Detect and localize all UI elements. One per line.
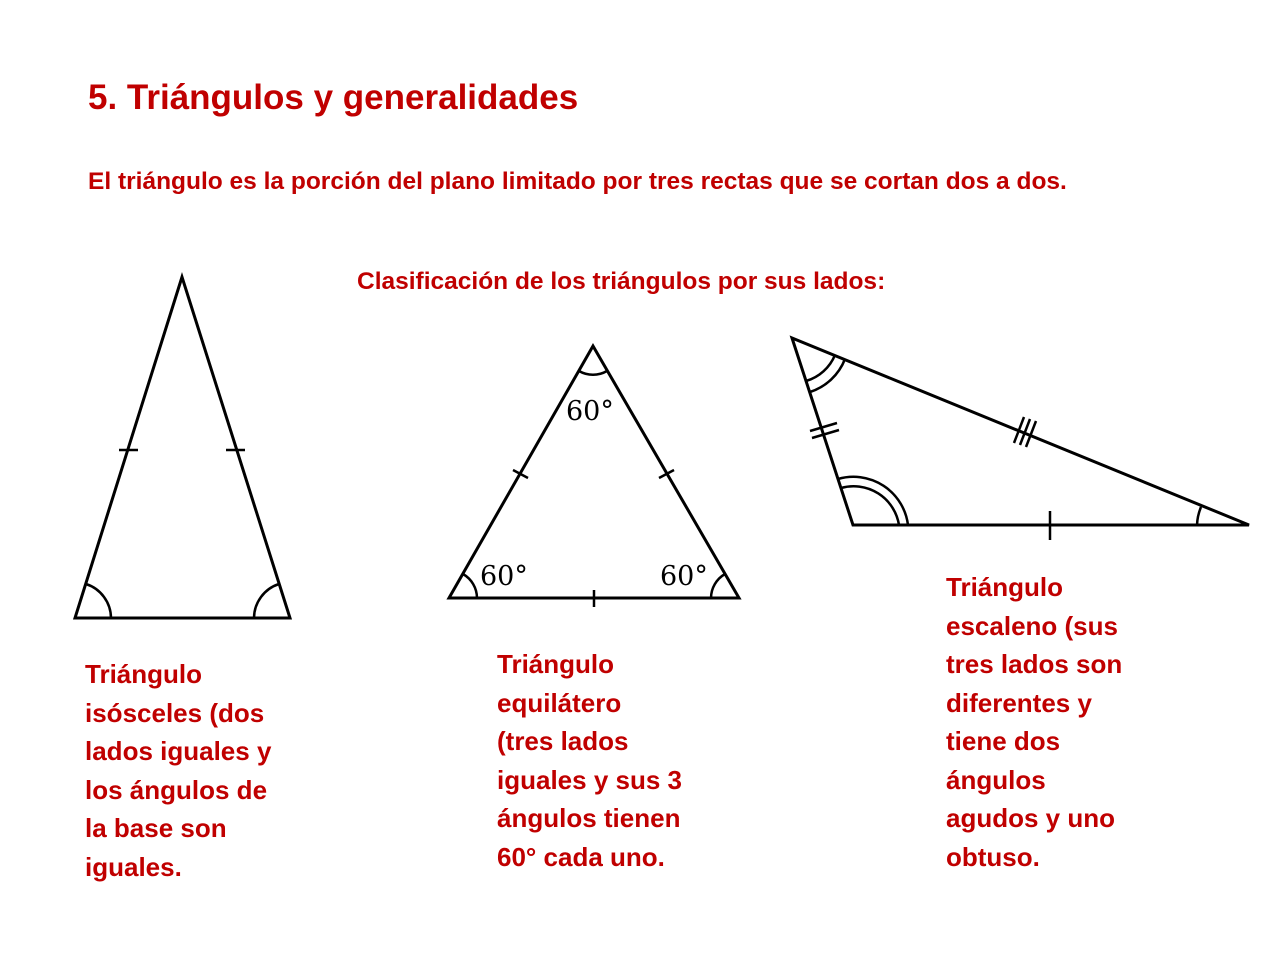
- scalene-caption: [946, 568, 1122, 876]
- scalene-caption-line: escaleno (sus: [946, 610, 1118, 641]
- equilateral-caption-line: iguales y sus 3: [497, 764, 682, 795]
- isosceles-caption-line: lados iguales y: [85, 736, 272, 766]
- isosceles-caption-line: Triángulo: [85, 659, 202, 689]
- equilateral-triangle: [449, 346, 739, 607]
- equilateral-right-angle-label: 60°: [660, 561, 708, 592]
- scalene-caption-line: obtuso.: [946, 841, 1040, 872]
- scalene-triangle: [792, 338, 1249, 540]
- scalene-top-angle-arc-inner: [806, 355, 835, 381]
- isosceles-caption: [85, 655, 271, 886]
- scalene-caption-line: tres lados son: [946, 649, 1123, 679]
- scalene-caption-line: diferentes y: [946, 687, 1092, 718]
- isosceles-triangle-outline: [75, 277, 290, 618]
- equilateral-caption-line: ángulos tienen: [497, 803, 681, 833]
- scalene-caption-line: Triángulo: [946, 572, 1063, 602]
- equilateral-caption-line: (tres lados: [497, 726, 629, 756]
- isosceles-caption-line: la base son: [85, 813, 227, 843]
- equilateral-caption-line: Triángulo: [497, 649, 614, 679]
- equilateral-left-angle-arc: [463, 574, 477, 598]
- classification-heading: Clasificación de los triángulos por sus lados:: [357, 268, 886, 295]
- isosceles-caption-line: iguales.: [85, 851, 182, 882]
- scalene-caption-line: tiene dos: [946, 726, 1061, 756]
- equilateral-caption-line: equilátero: [497, 687, 622, 718]
- equilateral-caption: [497, 645, 682, 876]
- isosceles-caption-line: los ángulos de: [85, 774, 268, 805]
- isosceles-caption-line: isósceles (dos: [85, 697, 265, 728]
- equilateral-top-angle-label: 60°: [566, 396, 614, 427]
- equilateral-right-angle-arc: [711, 574, 725, 598]
- scalene-acute-angle-arc: [1197, 507, 1201, 525]
- equilateral-left-angle-label: 60°: [480, 561, 528, 592]
- isosceles-left-base-angle-arc: [86, 584, 111, 618]
- scalene-caption-line: ángulos: [946, 764, 1046, 795]
- triangle-definition: El triángulo es la porción del plano limitado por tres rectas que se cortan dos a dos.: [88, 168, 1067, 195]
- scalene-caption-line: agudos y uno: [946, 803, 1115, 833]
- scalene-top-angle-arc-outer: [810, 359, 845, 392]
- scalene-triangle-outline: [792, 338, 1249, 525]
- isosceles-right-base-angle-arc: [254, 584, 279, 618]
- slide-title: 5. Triángulos y generalidades: [88, 78, 579, 117]
- isosceles-triangle: [75, 277, 290, 618]
- equilateral-top-angle-arc: [579, 371, 607, 375]
- equilateral-caption-line: 60° cada uno.: [497, 841, 665, 872]
